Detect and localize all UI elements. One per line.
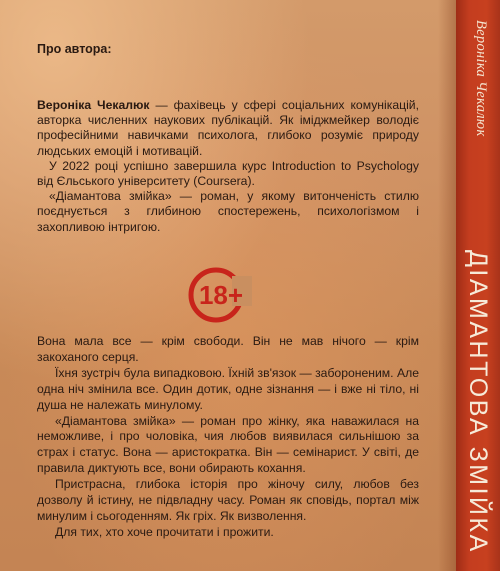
bio-paragraph-3-text: «Діамантова змійка» — роман, у якому витонченість стилю поєднується з глибиною спостережень, психологізмом і захопливою інтригою. xyxy=(37,189,419,234)
blurb-paragraph-2: Їхня зустріч була випадковою. Їхній зв'язок — забороненим. Але одна ніч змінила все. Один дотик, одне зізнання — і вже ні тіло, ні душа не належать минулому. xyxy=(37,365,419,412)
bio-paragraph-1-text: — фахівець у сфері соціальних комунікацій, авторка численних наукових публікацій. Як іміджмейкер володіє професійними навичками психолога, глибоко розуміє природу людських емоцій і мотивацій. xyxy=(37,98,419,158)
blurb-paragraph-3: «Діамантова змійка» — роман про жінку, яка наважилася на неможливе, і про чоловіка, чия любов виявилася сильнішою за страх і статус. Вона — аристократка. Він — семінарист. У світі, де правила диктують все, вони обирають кохання. xyxy=(37,413,419,476)
age-badge-label: 18+ xyxy=(198,280,244,310)
author-bio xyxy=(37,98,419,235)
author-name: Вероніка Чекалюк xyxy=(37,98,150,112)
spine-title: ДІАМАНТОВА ЗМІЙКА xyxy=(464,250,492,554)
bio-paragraph-3 xyxy=(37,189,419,235)
spine-author-name: Вероніка Чекалюк xyxy=(473,20,489,137)
about-author-heading: Про автора: xyxy=(37,42,112,56)
bio-paragraph-1 xyxy=(37,98,419,159)
blurb-paragraph-1: Вона мала все — крім свободи. Він не мав нічого — крім закоханого серця. xyxy=(37,334,419,364)
bio-paragraph-2 xyxy=(37,159,419,189)
age-rating-badge xyxy=(186,262,252,328)
blurb-paragraph-5: Для тих, хто хоче прочитати і прожити. xyxy=(55,524,274,539)
book-blurb xyxy=(37,334,419,541)
blurb-paragraph-4: Пристрасна, глибока історія про жіночу силу, любов без дозволу й істину, не підвладну часу. Роман як сповідь, портал між минулим і сьогоденням. Як гріх. Як визволення. xyxy=(37,477,419,523)
book-spine xyxy=(456,0,500,571)
bio-paragraph-2-text: У 2022 році успішно завершила курс Introduction to Psychology від Єльського університету (Coursera). xyxy=(37,158,419,189)
